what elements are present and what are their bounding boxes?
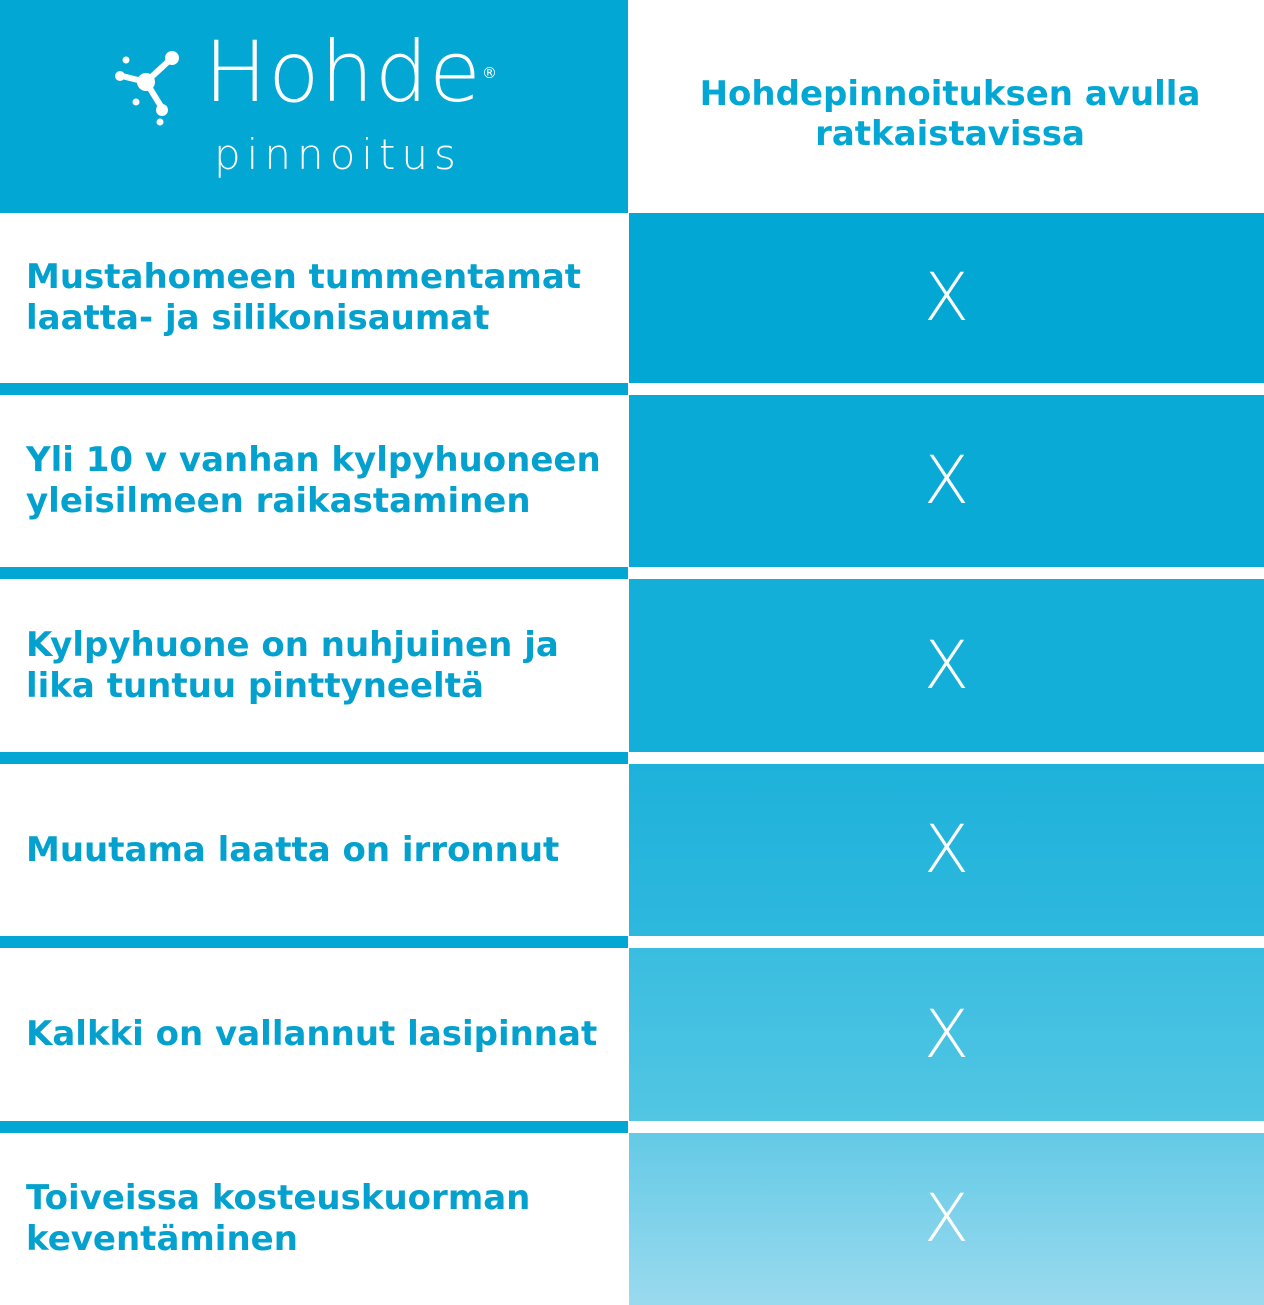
row-mark-cell	[629, 764, 1264, 936]
row-mark-cell	[629, 395, 1264, 567]
logo-panel	[0, 0, 628, 213]
row-mark-cell	[629, 579, 1264, 752]
row-mark-cell	[629, 948, 1264, 1121]
row-label-text: Muutama laatta on irronnut	[26, 829, 560, 870]
check-x-mark: X	[923, 1180, 970, 1257]
row-divider	[0, 752, 628, 764]
row-divider	[0, 567, 628, 579]
logo-subtitle: pinnoitus	[214, 130, 462, 179]
row-mark-cell	[629, 1133, 1264, 1305]
check-x-mark: X	[923, 626, 970, 704]
row-label	[26, 213, 616, 383]
check-x-mark: X	[923, 995, 970, 1073]
row-label	[26, 579, 616, 752]
row-label	[26, 764, 616, 936]
row-label-text: Yli 10 v vanhan kylpyhuoneen yleisilmeen raikastaminen	[26, 440, 601, 521]
row-label	[26, 1133, 616, 1305]
column-header-title: Hohdepinnoituksen avulla ratkaistavissa	[699, 74, 1201, 154]
molecule-icon	[112, 48, 184, 126]
check-x-mark: X	[923, 811, 970, 888]
registered-mark: ®	[482, 64, 497, 82]
row-label-text: Kalkki on vallannut lasipinnat	[26, 1014, 598, 1054]
check-x-mark: X	[923, 442, 970, 519]
row-label-text: Mustahomeen tummentamat laatta- ja silikonisaumat	[26, 257, 582, 338]
row-divider	[0, 1121, 628, 1133]
row-label-text: Kylpyhuone on nuhjuinen ja lika tuntuu pinttyneeltä	[26, 624, 559, 706]
row-divider	[0, 383, 628, 395]
row-mark-cell	[629, 213, 1264, 383]
row-label	[26, 395, 616, 567]
row-divider	[0, 936, 628, 948]
row-label-text: Toiveissa kosteuskuorman keventäminen	[26, 1178, 531, 1259]
logo-wordmark: Hohde	[204, 23, 482, 121]
row-label	[26, 948, 616, 1121]
check-x-mark: X	[923, 259, 970, 336]
